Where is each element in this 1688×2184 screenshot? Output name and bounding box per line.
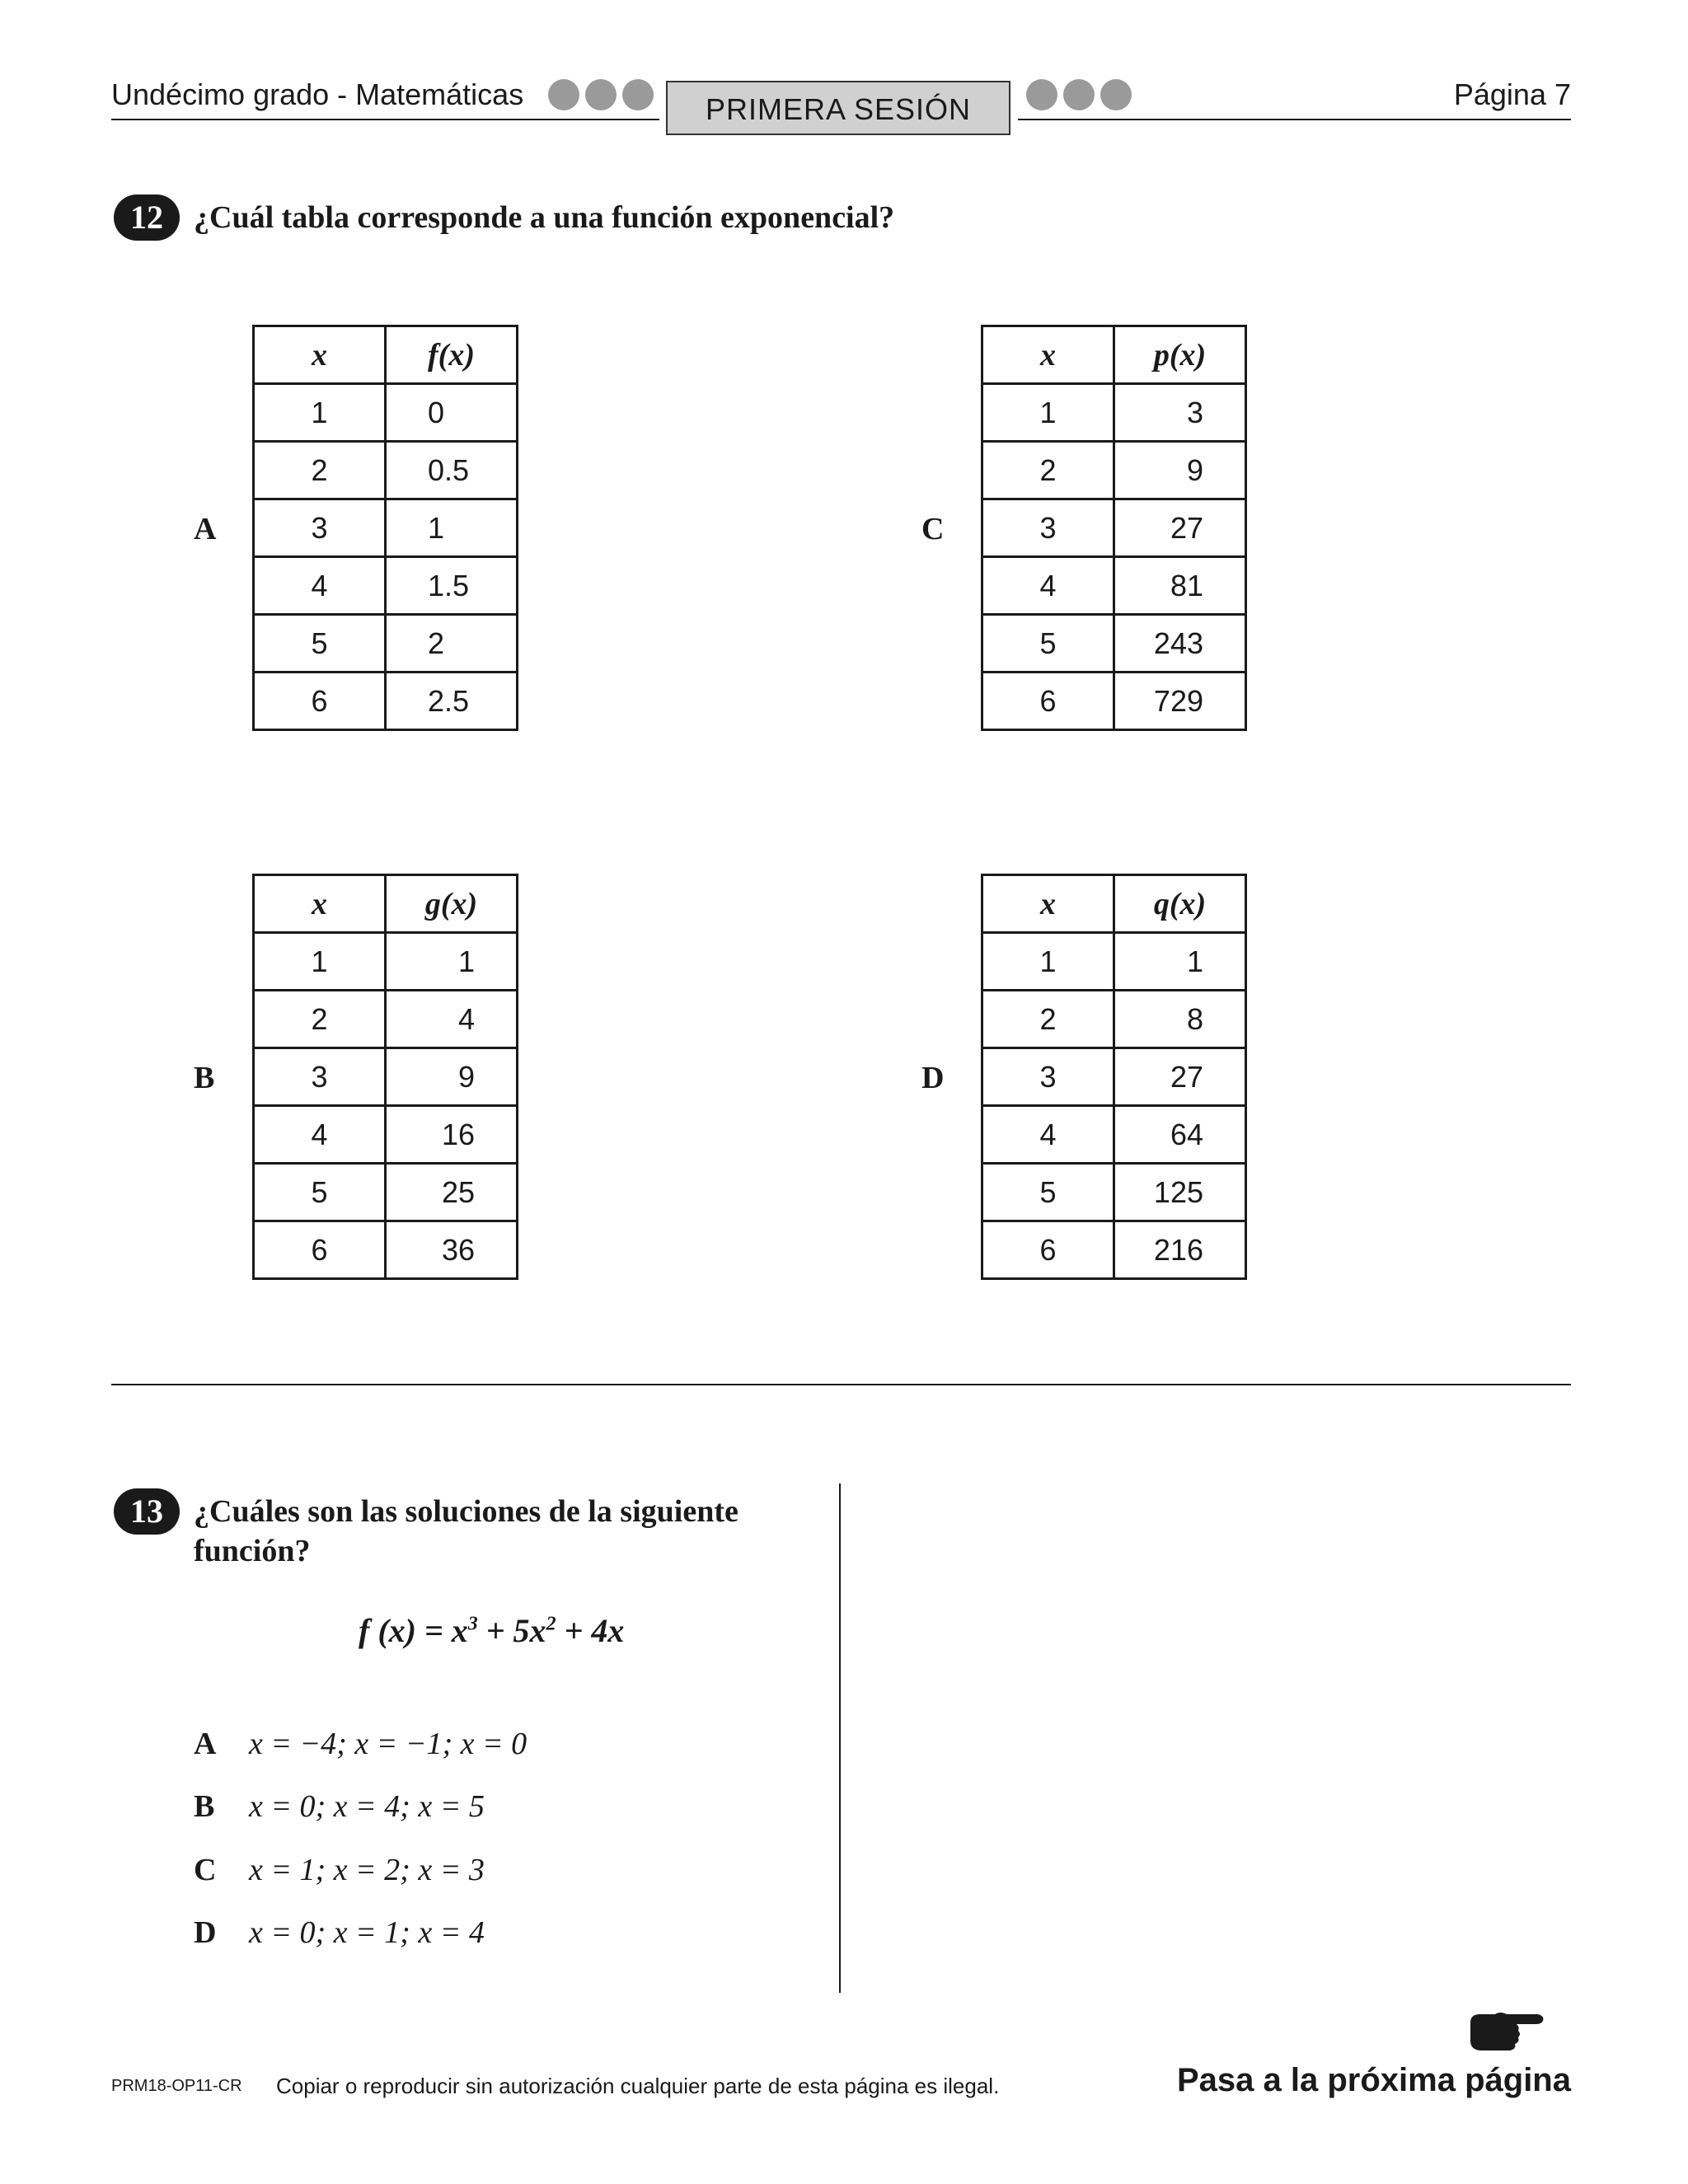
column-header-x: x	[254, 326, 386, 384]
answer-letter-a[interactable]: A	[194, 1727, 217, 1761]
cell-x: 1	[254, 933, 386, 991]
next-page-label: Pasa a la próxima página	[1177, 2062, 1571, 2098]
table-row	[254, 673, 518, 730]
answer-text-c[interactable]: x = 1; x = 2; x = 3	[249, 1853, 485, 1887]
cell-x: 6	[982, 1221, 1114, 1279]
question-number-badge: 12	[114, 194, 180, 241]
option-letter-d[interactable]: D	[921, 1061, 945, 1095]
table-row	[254, 615, 518, 673]
table-row	[982, 1221, 1246, 1279]
cell-y: 36	[386, 1221, 518, 1279]
formula-middle: + 5x	[477, 1612, 546, 1649]
cell-y: 27	[1114, 499, 1246, 557]
cell-x: 2	[254, 442, 386, 499]
table-row	[254, 1106, 518, 1164]
answer-text-a[interactable]: x = −4; x = −1; x = 0	[249, 1727, 528, 1761]
section-divider	[111, 1384, 1571, 1385]
cell-y: 81	[1114, 557, 1246, 615]
table-row	[254, 557, 518, 615]
header-rule-right	[1018, 119, 1571, 120]
option-letter-b[interactable]: B	[194, 1061, 215, 1095]
cell-y: 8	[1114, 991, 1246, 1048]
header-rule-left	[111, 119, 659, 120]
formula-rhs: + 4x	[556, 1612, 625, 1649]
table-row	[982, 499, 1246, 557]
table-row	[982, 933, 1246, 991]
pointing-hand-icon	[1467, 2008, 1546, 2054]
cell-x: 2	[982, 442, 1114, 499]
table-option-b	[252, 874, 518, 1280]
answer-text-d[interactable]: x = 0; x = 1; x = 4	[249, 1915, 485, 1950]
cell-y: 27	[1114, 1048, 1246, 1106]
table-option-d	[981, 874, 1247, 1280]
cell-y: 1	[386, 499, 518, 557]
column-divider	[839, 1483, 841, 1993]
table-row	[254, 1221, 518, 1279]
table-row	[982, 673, 1246, 730]
answer-letter-b[interactable]: B	[194, 1789, 215, 1824]
table-row	[254, 1048, 518, 1106]
question-prompt-line2: función?	[194, 1534, 311, 1568]
function-formula	[359, 1611, 624, 1650]
cell-y: 125	[1114, 1164, 1246, 1221]
answer-text-b[interactable]: x = 0; x = 4; x = 5	[249, 1789, 485, 1824]
cell-x: 3	[982, 1048, 1114, 1106]
header-subject: Undécimo grado - Matemáticas	[111, 77, 524, 111]
cell-y: 216	[1114, 1221, 1246, 1279]
cell-x: 1	[254, 384, 386, 442]
cell-y: 9	[386, 1048, 518, 1106]
formula-lhs: f (x) = x	[359, 1612, 468, 1649]
table-row	[982, 442, 1246, 499]
column-header-fx: f(x)	[386, 326, 518, 384]
cell-y: 729	[1114, 673, 1246, 730]
cell-x: 6	[254, 1221, 386, 1279]
table-row	[254, 442, 518, 499]
table-row	[982, 1048, 1246, 1106]
question-number-badge: 13	[114, 1488, 180, 1535]
cell-x: 5	[254, 615, 386, 673]
formula-exponent: 3	[467, 1613, 478, 1635]
column-header-gx: g(x)	[386, 875, 518, 933]
cell-x: 5	[982, 615, 1114, 673]
cell-x: 6	[254, 673, 386, 730]
table-header-row	[982, 875, 1246, 933]
table-header-row	[254, 326, 518, 384]
header-dot	[622, 79, 654, 110]
table-option-a	[252, 325, 518, 731]
cell-x: 4	[982, 557, 1114, 615]
cell-y: 3	[1114, 384, 1246, 442]
formula-exponent: 2	[546, 1613, 556, 1635]
cell-x: 2	[982, 991, 1114, 1048]
column-header-x: x	[982, 326, 1114, 384]
cell-x: 4	[982, 1106, 1114, 1164]
table-header-row	[254, 875, 518, 933]
cell-x: 2	[254, 991, 386, 1048]
header-dot	[585, 79, 617, 110]
cell-x: 1	[982, 384, 1114, 442]
cell-x: 5	[254, 1164, 386, 1221]
column-header-x: x	[254, 875, 386, 933]
table-row	[982, 557, 1246, 615]
cell-y: 0	[386, 384, 518, 442]
cell-y: 1.5	[386, 557, 518, 615]
option-letter-a[interactable]: A	[194, 512, 217, 546]
cell-y: 64	[1114, 1106, 1246, 1164]
copyright-notice: Copiar o reproducir sin autorización cualquier parte de esta página es ilegal.	[276, 2074, 1000, 2098]
cell-x: 4	[254, 1106, 386, 1164]
question-prompt: ¿Cuál tabla corresponde a una función exponencial?	[194, 200, 895, 235]
table-header-row	[982, 326, 1246, 384]
header-dot	[1063, 79, 1095, 110]
cell-x: 4	[254, 557, 386, 615]
table-row	[254, 1164, 518, 1221]
cell-y: 1	[386, 933, 518, 991]
cell-x: 6	[982, 673, 1114, 730]
cell-x: 1	[982, 933, 1114, 991]
column-header-px: p(x)	[1114, 326, 1246, 384]
header-dot	[1100, 79, 1132, 110]
cell-y: 2	[386, 615, 518, 673]
cell-y: 4	[386, 991, 518, 1048]
session-label: PRIMERA SESIÓN	[666, 81, 1010, 135]
table-row	[982, 615, 1246, 673]
cell-y: 0.5	[386, 442, 518, 499]
cell-y: 1	[1114, 933, 1246, 991]
cell-y: 243	[1114, 615, 1246, 673]
cell-x: 3	[982, 499, 1114, 557]
header-dot	[1026, 79, 1057, 110]
table-row	[982, 1164, 1246, 1221]
cell-y: 9	[1114, 442, 1246, 499]
table-row	[254, 384, 518, 442]
table-row	[254, 933, 518, 991]
answer-letter-d[interactable]: D	[194, 1915, 217, 1950]
table-row	[982, 991, 1246, 1048]
table-row	[254, 991, 518, 1048]
cell-y: 16	[386, 1106, 518, 1164]
column-header-x: x	[982, 875, 1114, 933]
table-row	[254, 499, 518, 557]
cell-y: 25	[386, 1164, 518, 1221]
header-dot	[548, 79, 579, 110]
page-number: Página 7	[1453, 77, 1571, 111]
cell-x: 5	[982, 1164, 1114, 1221]
answer-letter-c[interactable]: C	[194, 1853, 217, 1887]
column-header-qx: q(x)	[1114, 875, 1246, 933]
cell-y: 2.5	[386, 673, 518, 730]
table-option-c	[981, 325, 1247, 731]
form-code: PRM18-OP11-CR	[111, 2077, 242, 2095]
cell-x: 3	[254, 1048, 386, 1106]
question-prompt-line1: ¿Cuáles son las soluciones de la siguiente	[194, 1494, 738, 1529]
table-row	[982, 1106, 1246, 1164]
option-letter-c[interactable]: C	[921, 512, 945, 546]
cell-x: 3	[254, 499, 386, 557]
table-row	[982, 384, 1246, 442]
